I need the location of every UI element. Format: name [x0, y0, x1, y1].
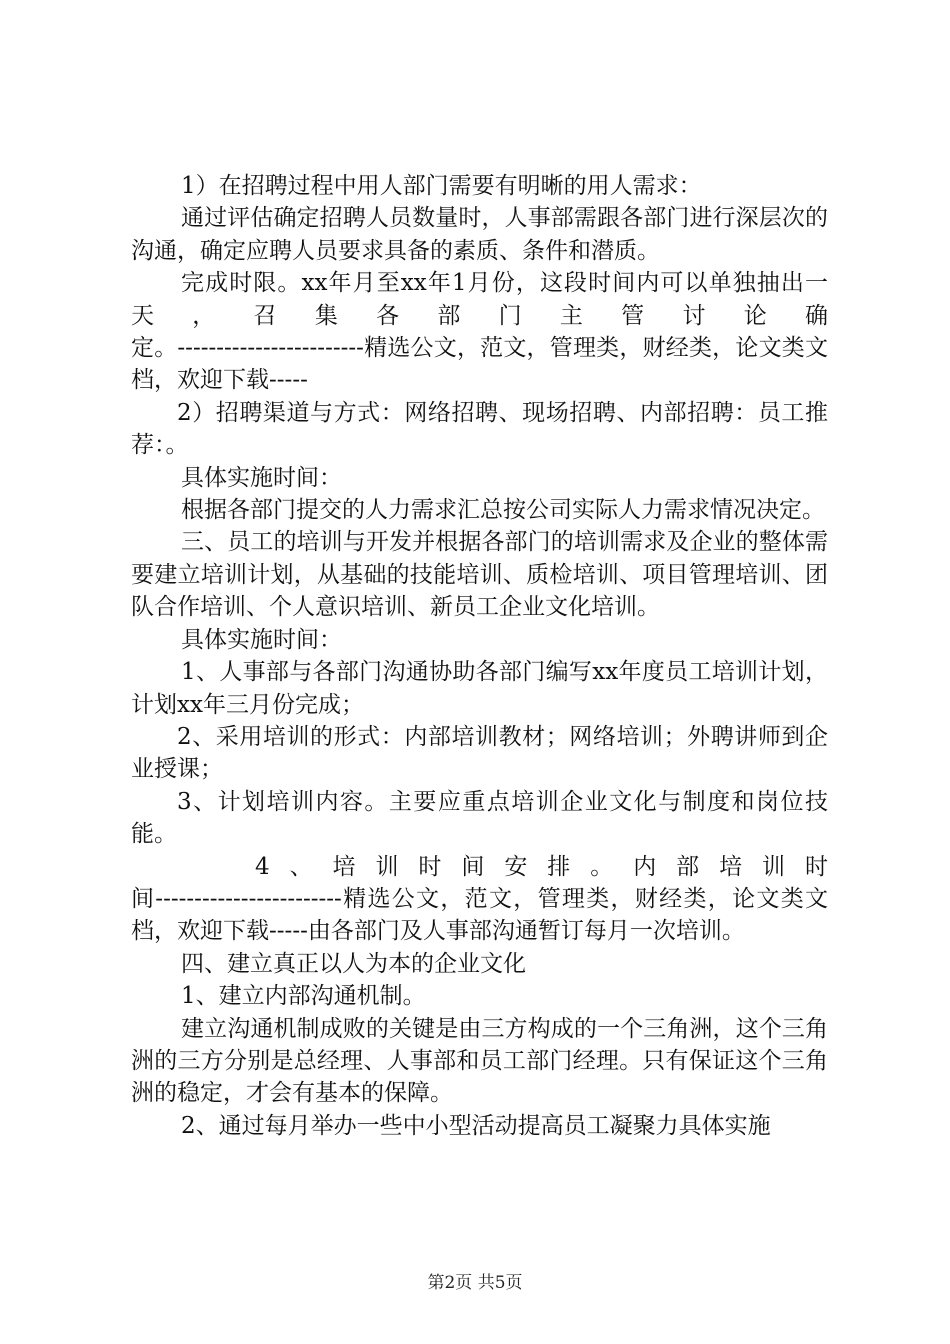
- paragraph-deadline-continued: 定。------------------------精选公文，范文，管理类，财经类，论文类文档，欢迎下载-----: [131, 335, 828, 394]
- paragraph-training-schedule-continued: 间------------------------精选公文，范文，管理类，财经类，论文类文档，欢迎下载-----由各部门及人事部沟通暂订每月一次培训。: [131, 885, 828, 945]
- paragraph-monthly-activities: 2、通过每月举办一些中小型活动提高员工凝聚力具体实施: [181, 1112, 771, 1139]
- paragraph-recruit-assessment: 通过评估确定招聘人员数量时，人事部需跟各部门进行深层次的沟通，确定应聘人员要求具备的素质、条件和潜质。: [131, 205, 828, 264]
- paragraph-triangle: 建立沟通机制成败的关键是由三方构成的一个三角洲，这个三角洲的三方分别是总经理、人事部和员工部门经理。只有保证这个三角洲的稳定，才会有基本的保障。: [131, 1015, 828, 1107]
- paragraph-implementation-time-1: 具体实施时间：: [181, 464, 342, 491]
- paragraph-culture-heading: 四、建立真正以人为本的企业文化: [181, 950, 526, 977]
- paragraph-training-format: 2、采用培训的形式：内部培训教材；网络培训；外聘讲师到企业授课；: [131, 723, 828, 783]
- paragraph-communication-mechanism: 1、建立内部沟通机制。: [181, 983, 426, 1010]
- paragraph-recruit-channels: 2）招聘渠道与方式：网络招聘、现场招聘、内部招聘：员工推荐：。: [131, 399, 828, 459]
- document-body: [131, 170, 828, 1142]
- page-footer: 第2页 共5页: [427, 1273, 523, 1293]
- paragraph-decision: 根据各部门提交的人力需求汇总按公司实际人力需求情况决定。: [181, 497, 825, 524]
- paragraph-deadline: 完成时限。xx年月至xx年1月份，这段时间内可以单独抽出一天，召集各部门主管讨论确: [131, 270, 828, 329]
- paragraph-training-development: 三、员工的培训与开发并根据各部门的培训需求及企业的整体需要建立培训计划，从基础的技能培训、质检培训、项目管理培训、团队合作培训、个人意识培训、新员工企业文化培训。: [131, 529, 828, 621]
- paragraph-training-schedule: 4、培训时间安排。内部培训时: [255, 853, 828, 880]
- paragraph-implementation-time-2: 具体实施时间：: [181, 626, 342, 653]
- paragraph-training-plan: 1、人事部与各部门沟通协助各部门编写xx年度员工培训计划，计划xx年三月份完成；: [131, 659, 828, 718]
- paragraph-recruit-demand: 1）在招聘过程中用人部门需要有明晰的用人需求：: [181, 173, 702, 199]
- paragraph-training-content: 3、计划培训内容。主要应重点培训企业文化与制度和岗位技能。: [131, 788, 828, 848]
